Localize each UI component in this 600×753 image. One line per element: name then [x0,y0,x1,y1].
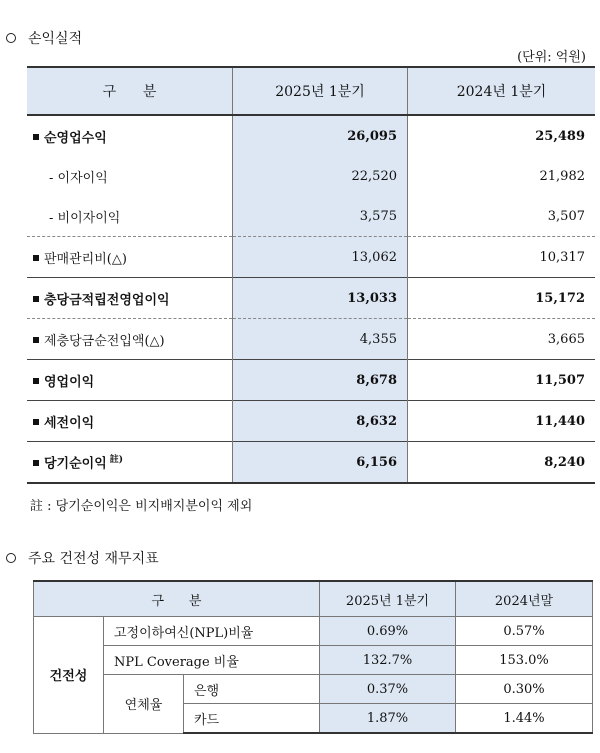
square-bullet-icon [33,419,39,425]
row-value-2024: 8,240 [408,442,596,484]
row-value-2024: 0.30% [456,675,593,704]
income-table [27,66,595,484]
square-bullet-icon [33,296,39,302]
row-label [27,319,233,360]
row-value-2025: 3,575 [233,196,408,237]
row-value-2024: 0.57% [456,617,593,646]
header-2025q1: 2025년 1분기 [233,67,408,115]
group-label: 건전성 [34,617,104,734]
table-row [27,401,595,442]
square-bullet-icon [33,378,39,384]
footnote-mark: 註) [109,455,124,466]
row-value-2025: 0.69% [320,617,456,646]
row-label: 은행 [184,675,320,704]
row-label-text: 판매관리비(△) [44,251,127,267]
row-label-text: 충당금적립전영업이익 [44,292,170,308]
table-row [34,646,593,675]
row-value-2024: 3,665 [408,319,596,360]
square-bullet-icon [33,460,39,466]
section1-title [6,28,82,48]
row-value-2024: 21,982 [539,168,585,184]
soundness-table-header [34,581,593,617]
table-row [27,442,595,484]
table-row [27,237,595,278]
row-value-2025: 4,355 [233,319,408,360]
section2-title [6,548,159,568]
square-bullet-icon [33,255,39,261]
section2-title-text: 주요 건전성 재무지표 [28,551,159,567]
row-value-2025: 22,520 [233,156,408,196]
row-label-text: 세전이익 [44,415,95,431]
row-label-text: 당기순이익 [44,456,107,472]
row-value-2024: 1.44% [456,704,593,734]
row-value-2025: 132.7% [320,646,456,675]
row-label [27,278,233,319]
circle-bullet-icon [6,553,16,563]
square-bullet-icon [33,337,39,343]
row-label-text: 영업이익 [44,374,95,390]
footnote: 註 : 당기순이익은 비지배지분이익 제외 [30,499,253,514]
row-label: - 비이자이익 [27,196,233,237]
table-row [34,675,593,704]
table-row [27,156,595,196]
row-value-2024: 3,507 [547,208,585,224]
table-row [27,278,595,319]
square-bullet-icon [33,134,39,140]
header-category: 구 분 [34,581,320,617]
table-row [27,360,595,401]
row-label [27,401,233,442]
row-label: NPL Coverage 비율 [104,646,320,675]
row-value-2025: 6,156 [233,442,408,484]
row-value-2025: 1.87% [320,704,456,734]
row-label [27,115,233,156]
row-value-2024: 15,172 [408,278,596,319]
row-value-2025: 26,095 [233,115,408,156]
row-value-2024: 25,489 [535,128,585,144]
header-2024q1: 2024년 1분기 [408,67,596,115]
row-value-2025: 8,678 [233,360,408,401]
header-category: 구 분 [27,67,233,115]
row-label-text: 순영업수익 [44,130,107,146]
row-label: 카드 [184,704,320,734]
income-table-header [27,67,595,115]
unit-label: (단위: 억원) [517,50,586,65]
row-value-2025: 8,632 [233,401,408,442]
table-row [27,115,595,156]
row-value-2024: 11,507 [408,360,596,401]
circle-bullet-icon [6,33,16,43]
row-label [27,442,233,484]
row-value-2025: 13,062 [233,237,408,278]
header-2025q1: 2025년 1분기 [320,581,456,617]
row-label: - 이자이익 [27,156,233,196]
row-label [27,237,233,278]
row-label [27,360,233,401]
table-row [27,319,595,360]
row-value-2025: 0.37% [320,675,456,704]
row-label-text: 제충당금순전입액(△) [44,333,165,349]
row-value-2024: 10,317 [408,237,596,278]
row-value-2024: 153.0% [456,646,593,675]
header-2024end: 2024년말 [456,581,593,617]
table-row [27,196,595,237]
row-value-2024: 11,440 [408,401,596,442]
table-row [34,617,593,646]
row-label: 고정이하여신(NPL)비율 [104,617,320,646]
section1-title-text: 손익실적 [28,31,83,47]
soundness-table [33,580,593,734]
delinquency-label: 연체율 [104,675,184,734]
row-value-2025: 13,033 [233,278,408,319]
